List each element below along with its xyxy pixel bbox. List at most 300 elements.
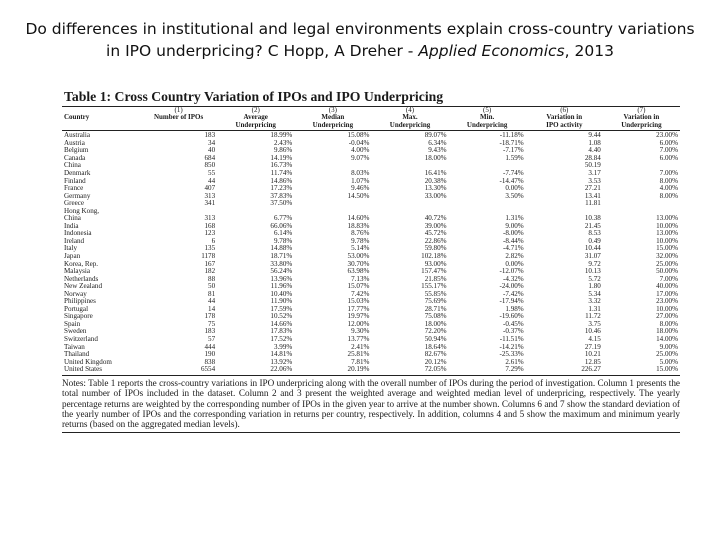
value-cell: 37.50% (270, 200, 293, 208)
value-cell: 7.81% (351, 358, 370, 366)
value-cell: 167 (204, 260, 216, 268)
value-cell: 4.00% (351, 147, 370, 155)
value-cell: 28.84 (584, 154, 601, 162)
value-cell: 25.81% (347, 351, 370, 359)
value-cell: 75.08% (424, 313, 447, 321)
value-cell: -0.04% (348, 139, 370, 147)
country-cell: Denmark (64, 169, 91, 177)
value-cell: 40.72% (424, 215, 447, 223)
table-row (62, 306, 680, 314)
value-cell: 45.72% (424, 230, 447, 238)
value-cell: 850 (204, 162, 216, 170)
value-cell: 34 (208, 139, 216, 147)
value-cell: 10.13 (584, 268, 601, 276)
value-cell: 168 (204, 222, 216, 230)
column-number: (7) (637, 107, 646, 114)
value-cell: 6.00% (659, 139, 678, 147)
value-cell: 17.23% (270, 185, 293, 193)
table-row (62, 208, 680, 216)
value-cell: 18.00% (656, 328, 678, 336)
country-cell: Australia (64, 131, 91, 140)
table-row (62, 276, 680, 284)
value-cell: 20.38% (424, 177, 447, 185)
value-cell: 155.17% (421, 283, 447, 291)
table-row (62, 162, 680, 170)
value-cell: 14.00% (656, 335, 678, 343)
value-cell: 13.30% (424, 185, 447, 193)
country-cell: China (64, 215, 81, 223)
value-cell: 8.03% (351, 169, 370, 177)
value-cell: 14 (208, 305, 216, 313)
column-header: Underpricing (294, 122, 371, 131)
value-cell: 13.92% (270, 358, 293, 366)
value-cell: 6554 (140, 366, 217, 375)
value-cell: 684 (204, 154, 216, 162)
value-cell (603, 208, 680, 216)
value-cell: 2.41% (351, 343, 370, 351)
value-cell: 9.78% (273, 237, 293, 245)
value-cell: 6.00% (659, 154, 678, 162)
value-cell: 30.70% (347, 260, 370, 268)
table-row (62, 328, 680, 336)
value-cell: 27.00% (656, 313, 678, 321)
value-cell: 4.15 (588, 335, 601, 343)
value-cell: 15.08% (347, 131, 370, 140)
value-cell: 3.50% (505, 192, 524, 200)
value-cell: -11.51% (499, 335, 524, 343)
value-cell (294, 208, 371, 216)
value-cell: 190 (204, 351, 216, 359)
column-number: (4) (405, 107, 415, 114)
country-cell: Japan (64, 252, 81, 260)
value-cell: -4.32% (503, 275, 524, 283)
value-cell: 9.00% (659, 343, 678, 351)
value-cell: -14.47% (499, 177, 524, 185)
country-cell: Ireland (64, 237, 85, 245)
value-cell: 10.44 (584, 245, 601, 253)
header-row-1 (62, 114, 680, 121)
value-cell: 11.74% (270, 169, 293, 177)
value-cell: 50.00% (656, 268, 678, 276)
value-cell: -0.45% (503, 320, 524, 328)
value-cell: 21.85% (424, 275, 447, 283)
value-cell (449, 162, 526, 170)
value-cell: 5.00% (659, 358, 678, 366)
table-row (62, 291, 680, 299)
value-cell: 13.00% (656, 230, 678, 238)
column-number: (2) (251, 107, 260, 114)
value-cell (603, 200, 680, 208)
value-cell: 39.00% (424, 222, 447, 230)
table-row (62, 178, 680, 186)
table-row (62, 185, 680, 193)
value-cell: 6.34% (428, 139, 447, 147)
value-cell: 10.21 (584, 351, 601, 359)
value-cell: 17.00% (656, 290, 678, 298)
table-row (62, 344, 680, 352)
value-cell (140, 208, 217, 216)
value-cell: 15.00% (603, 366, 680, 375)
value-cell: 31.07 (584, 252, 601, 260)
table-row (62, 283, 680, 291)
value-cell: -18.71% (499, 139, 524, 147)
value-cell (371, 208, 448, 216)
value-cell: 8.53 (588, 230, 601, 238)
value-cell: 10.00% (656, 237, 678, 245)
header-row-2 (62, 122, 680, 131)
value-cell: 226.27 (526, 366, 603, 375)
value-cell: 22.06% (217, 366, 294, 375)
value-cell: 18.64% (424, 343, 447, 351)
value-cell: 7.42% (351, 290, 370, 298)
value-cell: 135 (204, 245, 216, 253)
table-row (62, 238, 680, 246)
table-row (62, 261, 680, 269)
value-cell: 0.00% (505, 260, 524, 268)
value-cell (526, 208, 603, 216)
column-header: Average (243, 114, 268, 122)
value-cell: 2.43% (273, 139, 293, 147)
value-cell: 37.83% (270, 192, 293, 200)
value-cell: 6.14% (273, 230, 293, 238)
ipo-underpricing-table (62, 107, 680, 376)
table-row (62, 200, 680, 208)
country-cell: New Zealand (64, 283, 103, 291)
value-cell: 21.45 (584, 222, 601, 230)
value-cell (294, 200, 371, 208)
value-cell: 4.00% (659, 185, 678, 193)
value-cell: 2.61% (505, 358, 524, 366)
value-cell: 3.75 (588, 320, 601, 328)
country-cell: Thailand (64, 351, 90, 359)
value-cell: 3.17 (588, 169, 601, 177)
country-cell: China (64, 162, 81, 170)
value-cell: 13.00% (656, 215, 678, 223)
value-cell: -11.18% (499, 131, 524, 140)
country-cell: Canada (64, 154, 86, 162)
value-cell: 1.31% (505, 215, 524, 223)
table-row (62, 147, 680, 155)
value-cell: 9.00% (505, 222, 524, 230)
country-cell: Malaysia (64, 268, 91, 276)
country-cell: Sweden (64, 328, 87, 336)
table-row (62, 193, 680, 201)
country-cell: Singapore (64, 313, 93, 321)
value-cell: 183 (204, 328, 216, 336)
citation-journal: Applied Economics (418, 42, 565, 60)
value-cell: 7.00% (659, 147, 678, 155)
country-cell: Finland (64, 177, 86, 185)
value-cell: 16.73% (270, 162, 293, 170)
value-cell: 5.72 (588, 275, 601, 283)
value-cell: -7.74% (503, 169, 524, 177)
value-cell: 1178 (201, 252, 216, 260)
value-cell: 13.41 (584, 192, 601, 200)
value-cell: 9.46% (351, 185, 370, 193)
value-cell: -0.37% (503, 328, 524, 336)
paper-table-excerpt (62, 90, 680, 488)
country-cell: Germany (64, 192, 91, 200)
value-cell: 9.30% (351, 328, 370, 336)
value-cell: 8.76% (351, 230, 370, 238)
value-cell: 8.00% (659, 177, 678, 185)
value-cell: -17.94% (499, 298, 524, 306)
table-row (62, 170, 680, 178)
value-cell: 18.99% (270, 131, 293, 140)
value-cell: 9.72 (588, 260, 601, 268)
column-header (62, 122, 140, 131)
value-cell: 182 (204, 268, 216, 276)
table-row (62, 131, 680, 140)
country-cell: France (64, 185, 84, 193)
value-cell: 7.29% (449, 366, 526, 375)
value-cell: 11.90% (270, 298, 293, 306)
value-cell: 11.81 (585, 200, 601, 208)
value-cell: -14.21% (499, 343, 524, 351)
value-cell: 50.94% (424, 335, 447, 343)
value-cell: 14.50% (347, 192, 370, 200)
value-cell: 40.00% (656, 283, 678, 291)
value-cell: 89.07% (424, 131, 447, 140)
column-header: Underpricing (217, 122, 294, 131)
value-cell: 14.60% (347, 215, 370, 223)
value-cell: 18.00% (424, 320, 447, 328)
value-cell: 33.00% (424, 192, 447, 200)
value-cell: 33.80% (270, 260, 293, 268)
value-cell: 1.80 (588, 283, 601, 291)
country-cell: Hong Kong, (64, 207, 100, 215)
value-cell: 123 (204, 230, 216, 238)
value-cell: 17.83% (270, 328, 293, 336)
value-cell: 27.19 (584, 343, 601, 351)
value-cell: 13.96% (270, 275, 293, 283)
value-cell: 1.08 (588, 139, 601, 147)
value-cell: 157.47% (421, 268, 447, 276)
table-row (62, 230, 680, 238)
column-header: Max. (402, 114, 418, 122)
value-cell: 14.66% (270, 320, 293, 328)
column-header: Variation in (623, 114, 660, 122)
value-cell: 66.06% (270, 222, 293, 230)
value-cell: 8.00% (659, 320, 678, 328)
value-cell: -8.44% (503, 237, 524, 245)
column-number: (1) (174, 107, 183, 114)
value-cell (371, 162, 448, 170)
country-cell: India (64, 222, 79, 230)
value-cell: -12.07% (499, 268, 524, 276)
value-cell: 18.83% (347, 222, 370, 230)
value-cell: 2.82% (505, 252, 524, 260)
table-title: Table 1: Cross Country Variation of IPOs and IPO Underpricing (64, 89, 444, 104)
value-cell: 1.59% (505, 154, 524, 162)
value-cell: 15.07% (347, 283, 370, 291)
value-cell: 57 (208, 335, 216, 343)
value-cell: 81 (208, 290, 216, 298)
table-row (62, 351, 680, 359)
column-header: Underpricing (603, 122, 680, 131)
value-cell: 9.78% (351, 237, 370, 245)
column-header: Underpricing (449, 122, 526, 131)
value-cell: 11.72 (585, 313, 601, 321)
value-cell: 50.19 (584, 162, 601, 170)
value-cell: 1.31 (588, 305, 601, 313)
value-cell: 3.53 (588, 177, 601, 185)
value-cell: 9.07% (351, 154, 370, 162)
country-cell: Belgium (64, 147, 89, 155)
value-cell: -8.00% (503, 230, 524, 238)
column-header: Median (321, 114, 345, 122)
value-cell: 23.00% (656, 298, 678, 306)
value-cell: 88 (208, 275, 216, 283)
table-row (62, 245, 680, 253)
value-cell: 313 (204, 215, 216, 223)
country-cell: Greece (64, 200, 85, 208)
value-cell: 72.05% (371, 366, 448, 375)
value-cell: 75.69% (424, 298, 447, 306)
value-cell: 55 (208, 169, 216, 177)
table-row (62, 253, 680, 261)
value-cell: 5.34 (588, 290, 601, 298)
slide-title-line2 (20, 40, 700, 62)
value-cell: 15.03% (347, 298, 370, 306)
value-cell: 6.77% (273, 215, 293, 223)
column-number: (3) (328, 107, 337, 114)
value-cell: 17.52% (270, 335, 293, 343)
value-cell: 25.00% (656, 260, 678, 268)
table-row (62, 313, 680, 321)
value-cell: 10.38 (584, 215, 601, 223)
value-cell: 14.19% (270, 154, 293, 162)
table-body (62, 131, 680, 376)
country-cell: Indonesia (64, 230, 92, 238)
value-cell (217, 208, 294, 216)
value-cell: 1.98% (505, 305, 524, 313)
value-cell: 13.77% (347, 335, 370, 343)
value-cell: 16.41% (424, 169, 447, 177)
value-cell: 53.00% (347, 252, 370, 260)
country-cell: Philippines (64, 298, 96, 306)
value-cell: -7.17% (503, 147, 524, 155)
table-row (62, 223, 680, 231)
value-cell: 10.00% (656, 222, 678, 230)
table-row (62, 321, 680, 329)
country-cell: Switzerland (64, 335, 98, 343)
country-cell: United Kingdom (64, 358, 112, 366)
value-cell: 10.52% (270, 313, 293, 321)
country-cell: Norway (64, 290, 87, 298)
country-cell: Korea, Rep. (64, 260, 99, 268)
value-cell: 0.49 (588, 237, 601, 245)
value-cell: 7.13% (351, 275, 370, 283)
value-cell: 19.97% (347, 313, 370, 321)
value-cell: 7.00% (659, 275, 678, 283)
country-cell: Netherlands (64, 275, 99, 283)
value-cell: 17.59% (270, 305, 293, 313)
value-cell: 18.00% (424, 154, 447, 162)
value-cell: 32.00% (656, 252, 678, 260)
value-cell: -24.00% (499, 283, 524, 291)
value-cell: 5.14% (351, 245, 370, 253)
column-header: IPO activity (526, 122, 603, 131)
value-cell: 44 (208, 298, 216, 306)
country-cell: Taiwan (64, 343, 85, 351)
value-cell: 18.71% (270, 252, 293, 260)
country-cell: United States (62, 366, 140, 375)
table-notes: Notes: Table 1 reports the cross-country variations in IPO underpricing along with the overall number of IPOs during the period of investigation. Column 1 presents the total number of IPOs included in the dataset. Column 2 and 3 present the weighted average and weighted median level of underpricing, respectively. The yearly percentage returns are weighted by the corresponding number of IPOs in the given year to arrive at the number shown. Columns 6 and 7 show the standard deviation of the yearly number of IPOs and the corresponding variation in returns per country, respectively. In addition, columns 4 and 5 show the maximum and minimum yearly returns (based on the aggregated median levels). (62, 378, 680, 433)
value-cell: 12.85 (584, 358, 601, 366)
slide-title-line1: Do differences in institutional and legal environments explain cross-country variations (25, 20, 695, 38)
table-row (62, 155, 680, 163)
value-cell: 72.20% (424, 328, 447, 336)
table-row (62, 268, 680, 276)
value-cell: 55.85% (424, 290, 447, 298)
value-cell: 25.00% (656, 351, 678, 359)
column-header: Number of IPOs (153, 114, 204, 122)
value-cell: 178 (204, 313, 216, 321)
value-cell: 59.80% (424, 245, 447, 253)
value-cell: -25.33% (499, 351, 524, 359)
table-row (62, 215, 680, 223)
value-cell: 838 (204, 358, 216, 366)
country-cell: Italy (64, 245, 77, 253)
value-cell: 444 (204, 343, 216, 351)
value-cell: 27.21 (584, 185, 601, 193)
citation-year: , 2013 (564, 42, 614, 60)
country-cell: Austria (64, 139, 85, 147)
value-cell: 3.99% (273, 343, 293, 351)
value-cell: 20.19% (294, 366, 371, 375)
table-row (62, 298, 680, 306)
value-cell: 313 (204, 192, 216, 200)
value-cell: 82.67% (424, 351, 447, 359)
column-header: Variation in (546, 114, 583, 122)
column-header (140, 122, 217, 131)
value-cell: 20.12% (424, 358, 447, 366)
value-cell: 14.88% (270, 245, 293, 253)
country-cell: Spain (64, 320, 81, 328)
column-number: (5) (483, 107, 492, 114)
value-cell (449, 208, 526, 216)
column-header: Underpricing (371, 122, 448, 131)
column-header: Min. (480, 114, 495, 122)
value-cell: 1.07% (351, 177, 370, 185)
country-cell: Portugal (64, 305, 89, 313)
value-cell (371, 200, 448, 208)
column-header: Country (64, 114, 90, 122)
value-cell (449, 200, 526, 208)
value-cell (294, 162, 371, 170)
value-cell: 23.00% (656, 131, 678, 140)
value-cell: 50 (208, 283, 216, 291)
value-cell: 7.00% (659, 169, 678, 177)
value-cell: 183 (204, 131, 216, 140)
value-cell (603, 162, 680, 170)
value-cell: -7.42% (503, 290, 524, 298)
value-cell: 8.00% (659, 192, 678, 200)
citation-authors: in IPO underpricing? C Hopp, A Dreher - (106, 42, 419, 60)
value-cell: 11.96% (270, 283, 293, 291)
value-cell: 9.43% (428, 147, 447, 155)
value-cell: 15.00% (656, 245, 678, 253)
column-number: (6) (560, 107, 569, 114)
value-cell: 28.71% (424, 305, 447, 313)
value-cell: 56.24% (270, 268, 293, 276)
value-cell: 22.86% (424, 237, 447, 245)
value-cell: 10.00% (656, 305, 678, 313)
value-cell: 40 (208, 147, 216, 155)
value-cell: 14.86% (270, 177, 293, 185)
value-cell: 44 (208, 177, 216, 185)
